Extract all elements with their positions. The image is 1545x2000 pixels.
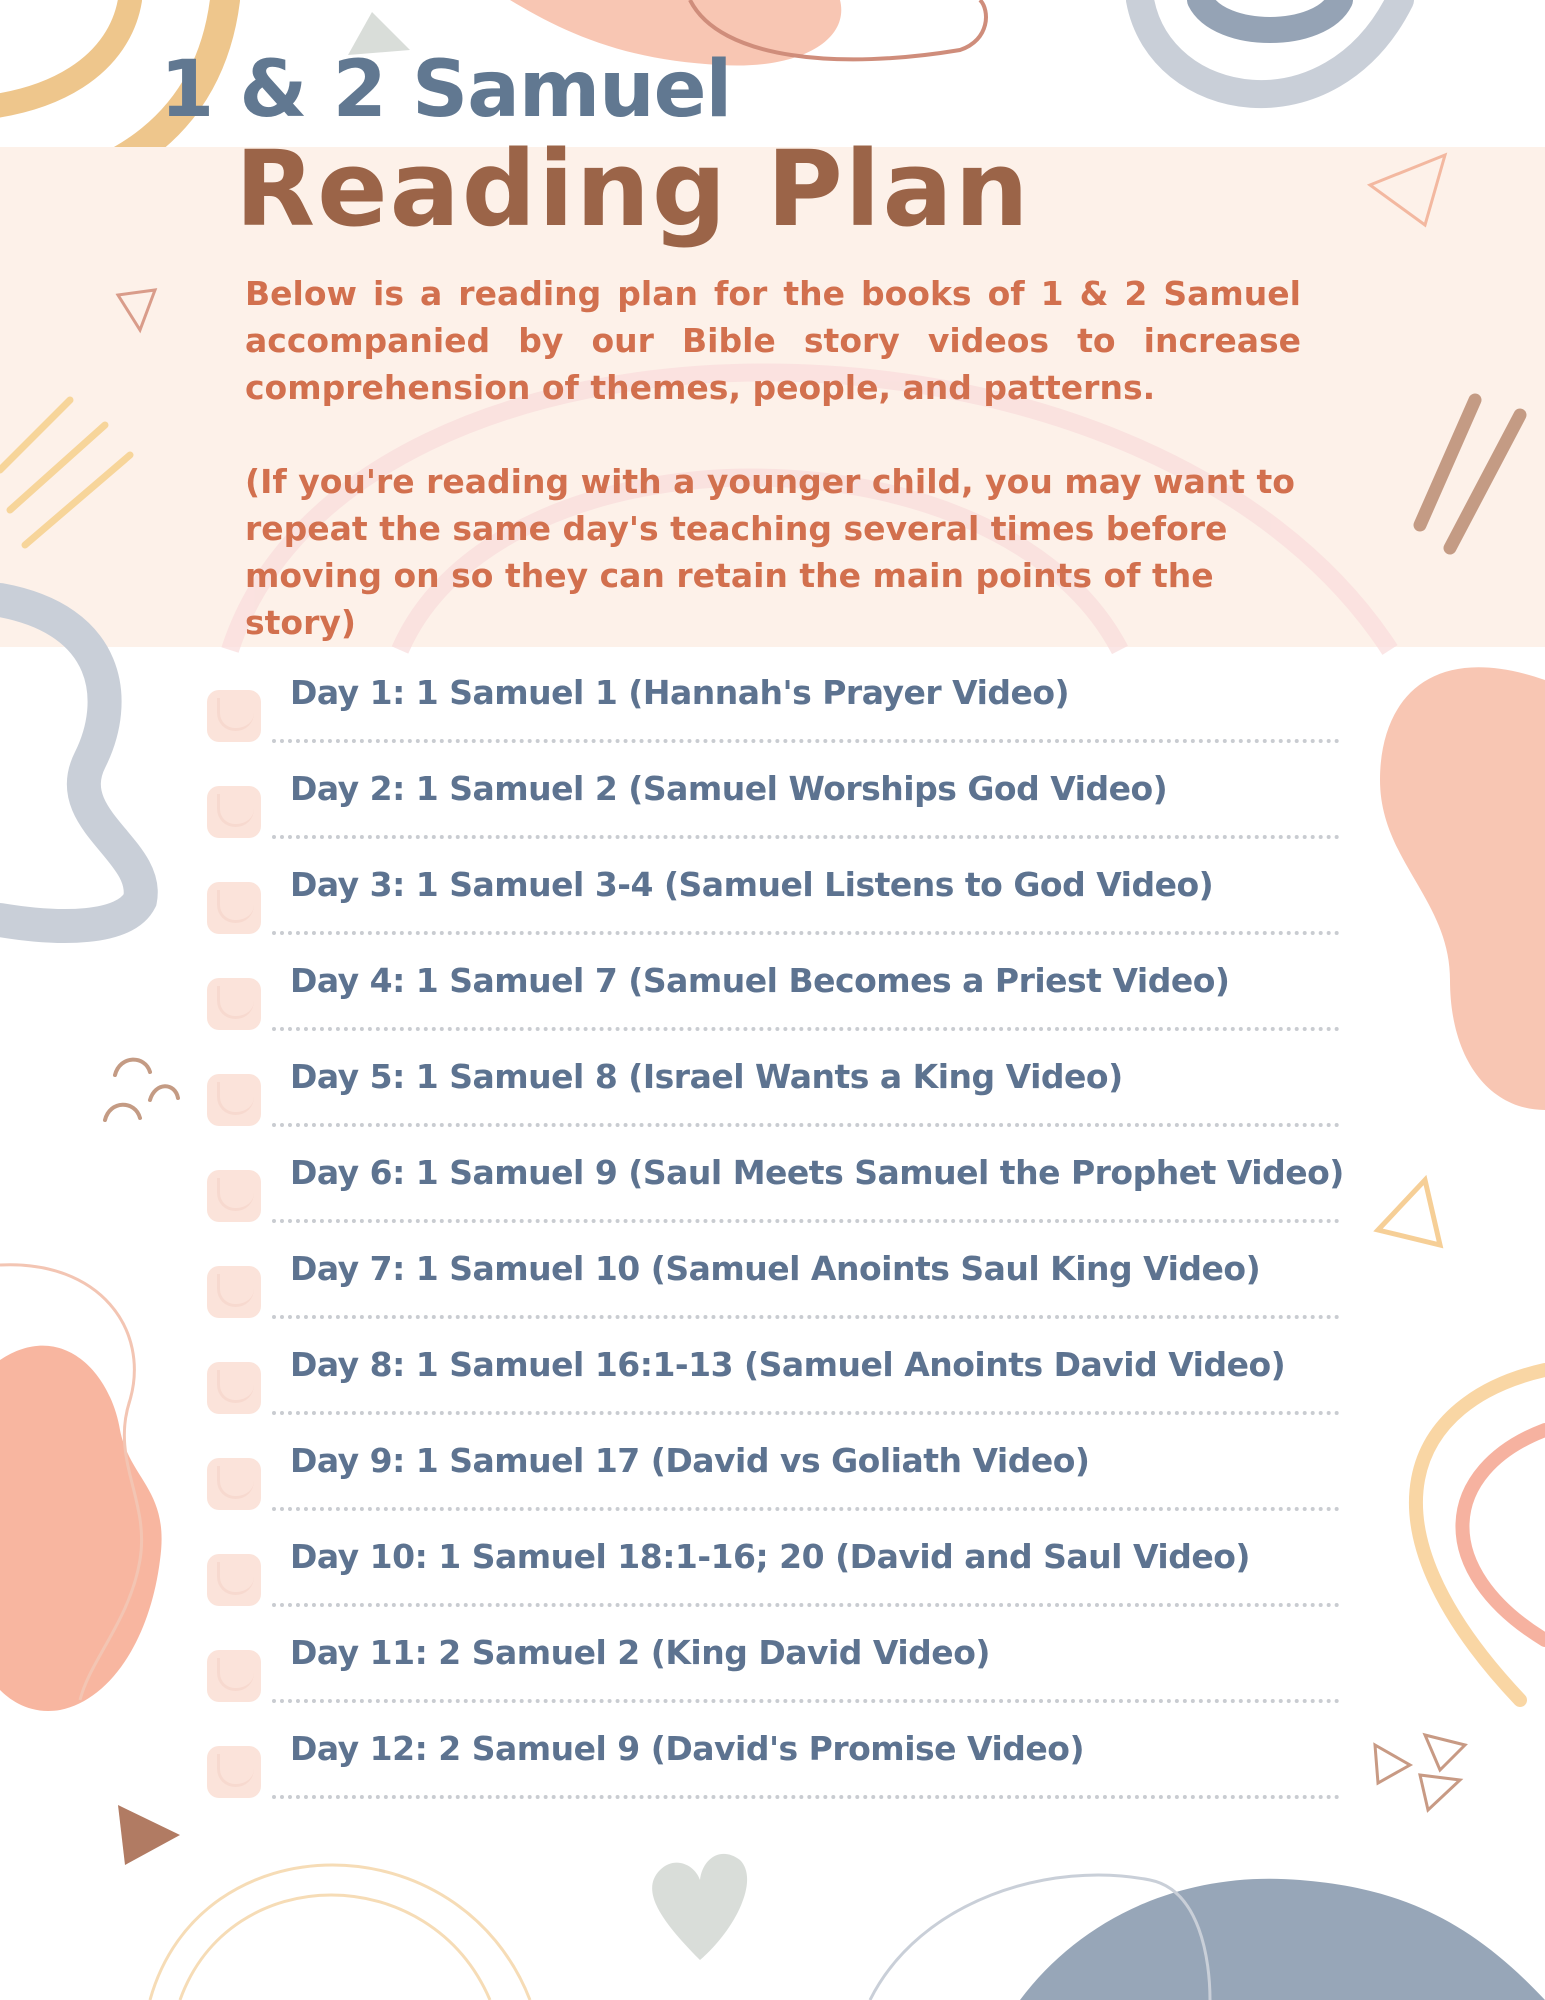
- plan-item-text: Day 9: 1 Samuel 17 (David vs Goliath Video): [290, 1441, 1090, 1480]
- dotted-divider: [272, 1027, 1340, 1031]
- checkbox-day-3[interactable]: [207, 882, 261, 934]
- plan-row-day-1: [205, 668, 1340, 764]
- grey-blob-icon: [1020, 1879, 1545, 2000]
- plan-item-text: Day 5: 1 Samuel 8 (Israel Wants a King Video): [290, 1057, 1123, 1096]
- triangle-outline-icon: [1375, 1745, 1410, 1783]
- grey-curve-icon: [0, 600, 141, 926]
- dotted-divider: [272, 1219, 1340, 1223]
- plan-item-text: Day 6: 1 Samuel 9 (Saul Meets Samuel the Prophet Video): [290, 1153, 1344, 1192]
- dotted-divider: [272, 1507, 1340, 1511]
- dotted-divider: [272, 835, 1340, 839]
- intro-paragraph-1: Below is a reading plan for the books of 1 & 2 Samuel accompanied by our Bible story videos to increase comprehension of themes, people, and patterns.: [245, 274, 1301, 407]
- plan-item-text: Day 7: 1 Samuel 10 (Samuel Anoints Saul King Video): [290, 1249, 1261, 1288]
- plan-row-day-10: [205, 1532, 1340, 1628]
- checkbox-day-2[interactable]: [207, 786, 261, 838]
- checkbox-day-8[interactable]: [207, 1362, 261, 1414]
- triangle-filled-icon: [118, 1805, 180, 1865]
- dotted-divider: [272, 1603, 1340, 1607]
- checkbox-day-6[interactable]: [207, 1170, 261, 1222]
- title-book-name: 1 & 2 Samuel: [160, 45, 732, 135]
- peach-blob-left-icon: [0, 1346, 162, 1711]
- checkbox-day-12[interactable]: [207, 1746, 261, 1798]
- plan-item-text: Day 1: 1 Samuel 1 (Hannah's Prayer Video): [290, 673, 1070, 712]
- plan-row-day-3: [205, 860, 1340, 956]
- plan-item-text: Day 4: 1 Samuel 7 (Samuel Becomes a Priest Video): [290, 961, 1230, 1000]
- triangle-outline-icon: [1420, 1775, 1460, 1810]
- intro-paragraph-2: (If you're reading with a younger child, you may want to repeat the same day's teaching several times before moving on so they can retain the main points of the story): [245, 462, 1295, 642]
- checkbox-day-7[interactable]: [207, 1266, 261, 1318]
- plan-item-text: Day 3: 1 Samuel 3-4 (Samuel Listens to God Video): [290, 865, 1214, 904]
- reading-plan-list: [205, 668, 1344, 1820]
- plan-row-day-6: [205, 1148, 1344, 1244]
- plan-row-day-4: [205, 956, 1340, 1052]
- plan-item-text: Day 2: 1 Samuel 2 (Samuel Worships God Video): [290, 769, 1168, 808]
- checkbox-day-4[interactable]: [207, 978, 261, 1030]
- plan-item-text: Day 12: 2 Samuel 9 (David's Promise Video): [290, 1729, 1085, 1768]
- plan-row-day-9: [205, 1436, 1340, 1532]
- checkbox-day-9[interactable]: [207, 1458, 261, 1510]
- dotted-divider: [272, 931, 1340, 935]
- dotted-divider: [272, 739, 1340, 743]
- plan-item-text: Day 8: 1 Samuel 16:1-13 (Samuel Anoints David Video): [290, 1345, 1286, 1384]
- plan-row-day-7: [205, 1244, 1340, 1340]
- dotted-divider: [272, 1123, 1340, 1127]
- checkbox-day-5[interactable]: [207, 1074, 261, 1126]
- plan-item-text: Day 10: 1 Samuel 18:1-16; 20 (David and Saul Video): [290, 1537, 1251, 1576]
- plan-row-day-2: [205, 764, 1340, 860]
- plan-row-day-8: [205, 1340, 1340, 1436]
- checkbox-day-10[interactable]: [207, 1554, 261, 1606]
- plan-row-day-12: [205, 1724, 1340, 1820]
- plan-item-text: Day 11: 2 Samuel 2 (King David Video): [290, 1633, 990, 1672]
- checkbox-day-1[interactable]: [207, 690, 261, 742]
- arcs-top-right-icon: [1140, 0, 1400, 94]
- plan-row-day-11: [205, 1628, 1340, 1724]
- checkbox-day-11[interactable]: [207, 1650, 261, 1702]
- triangle-outline-icon: [1425, 1735, 1465, 1770]
- peach-blob-right-icon: [1380, 667, 1545, 1110]
- dotted-divider: [272, 1411, 1340, 1415]
- intro-text: [245, 270, 1301, 646]
- title-reading-plan: Reading Plan: [235, 128, 1031, 250]
- plan-row-day-5: [205, 1052, 1340, 1148]
- dotted-divider: [272, 1315, 1340, 1319]
- dotted-divider: [272, 1699, 1340, 1703]
- triangle-outline-icon: [1378, 1180, 1440, 1245]
- dotted-divider: [272, 1795, 1340, 1799]
- heart-icon: [652, 1854, 747, 1960]
